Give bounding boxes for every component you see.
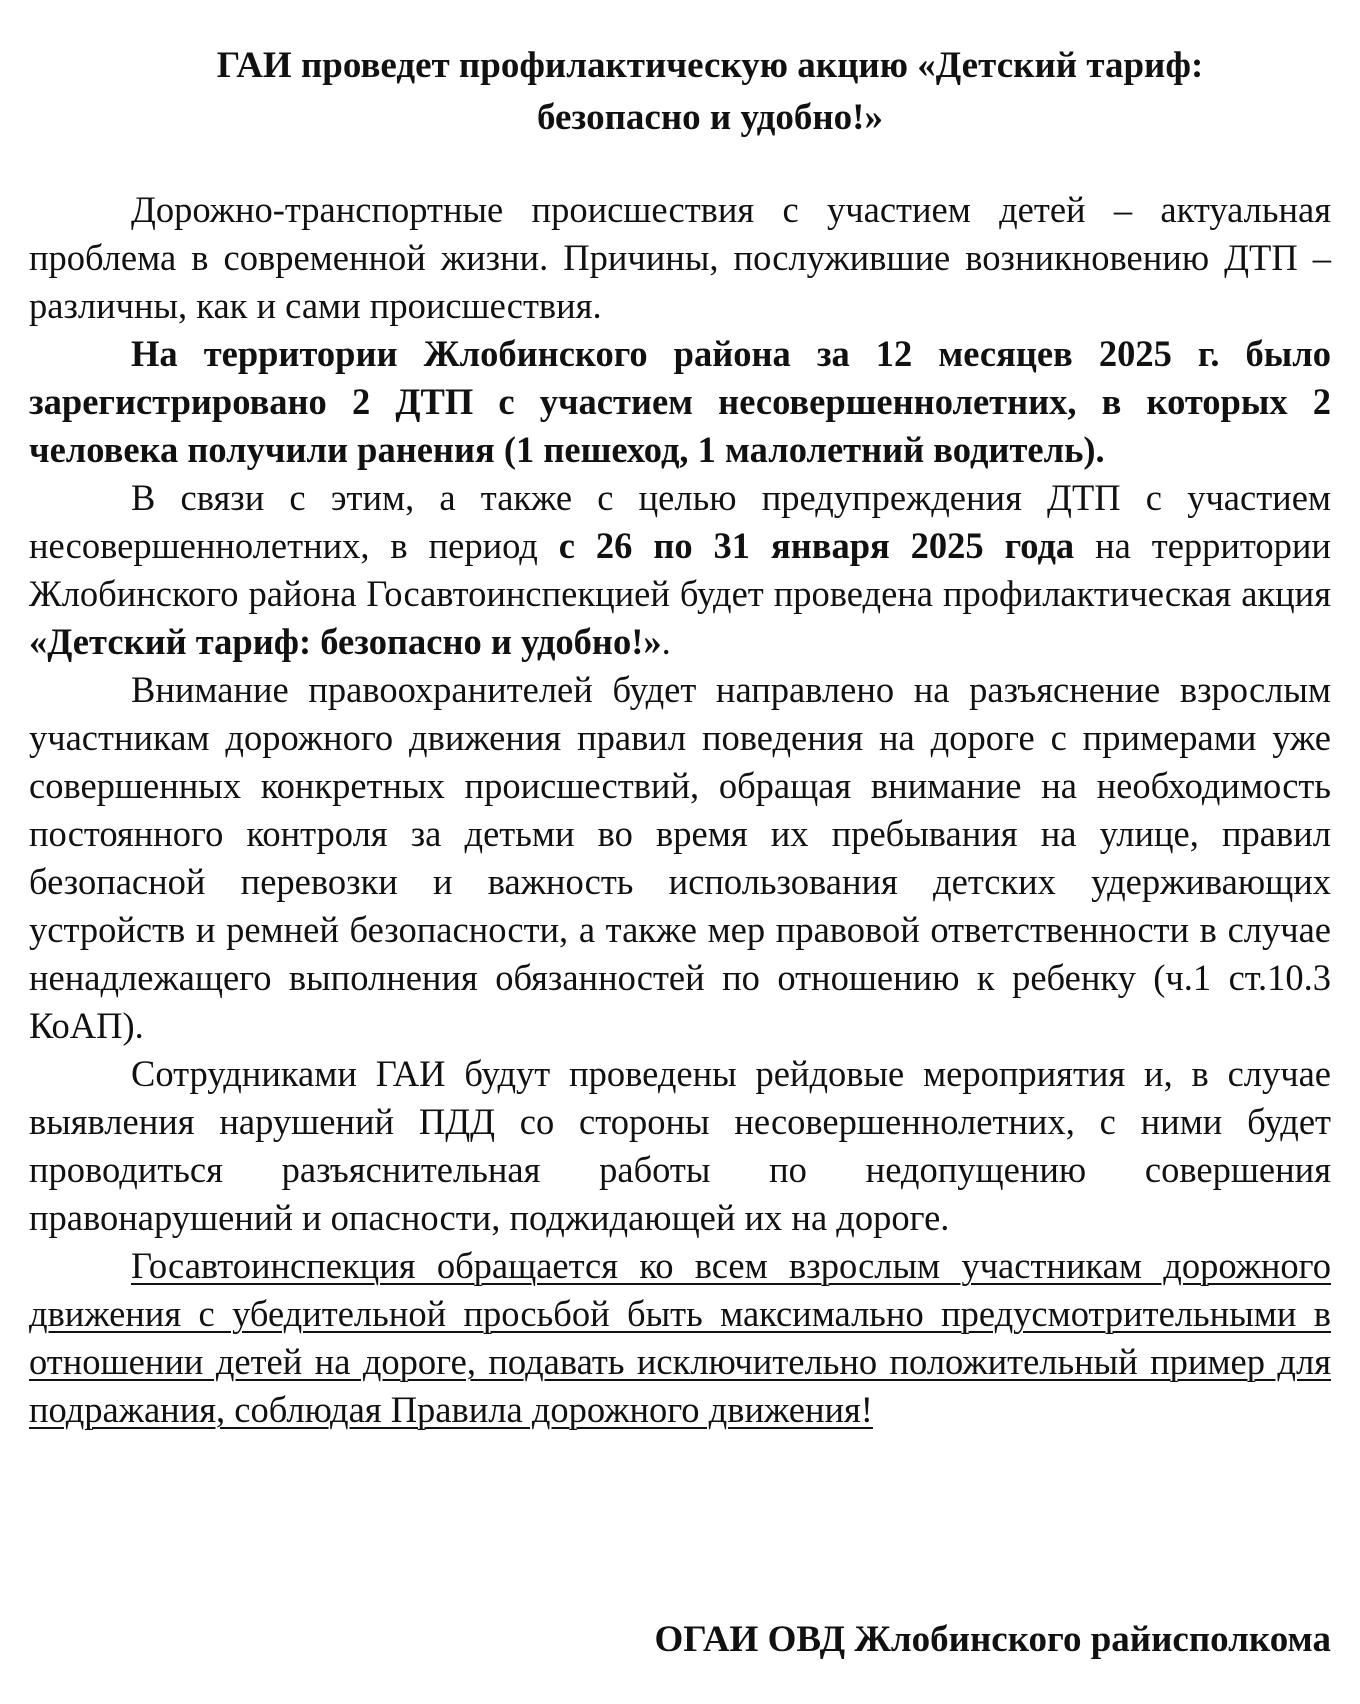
paragraph-intro: Дорожно-транспортные происшествия с участием детей – актуальная проблема в современной жизни. Причины, послужившие возникновению ДТП – различны, как и сами происшествия. (29, 189, 1331, 326)
campaign-text-2: на территории Жлобинского района Госавтоинспекцией будет проведена профилактическая акция (29, 525, 1331, 614)
campaign-name: «Детский тариф: безопасно и удобно!» (29, 621, 662, 662)
paragraph-statistics: На территории Жлобинского района за 12 месяцев 2025 г. было зарегистрировано 2 ДТП с участием несовершеннолетних, в которых 2 человека получили ранения (1 пешеход, 1 малолетний водитель). (29, 333, 1331, 470)
paragraph-campaign (29, 474, 1331, 666)
paragraph-appeal (29, 1242, 1331, 1434)
campaign-text-3: . (661, 621, 671, 662)
document-body (29, 186, 1331, 1434)
paragraph-raids: Сотрудниками ГАИ будут проведены рейдовые мероприятия и, в случае выявления нарушений ПДД со стороны несовершеннолетних, с ними будет проводиться разъяснительная работы по недопущению совершения правонарушений и опасности, поджидающей их на дороге. (29, 1053, 1331, 1238)
title-line-2: безопасно и удобно!» (537, 97, 883, 138)
title-line-1: ГАИ проведет профилактическую акцию «Детский тариф: (216, 45, 1204, 86)
signature: ОГАИ ОВД Жлобинского райисполкома (654, 1619, 1331, 1660)
campaign-dates: с 26 по 31 января 2025 года (558, 525, 1075, 566)
document-page (29, 40, 1331, 1660)
paragraph-attention: Внимание правоохранителей будет направлено на разъяснение взрослым участникам дорожного движения правил поведения на дороге с примерами уже совершенных конкретных происшествий, обращая внимание на необходимость постоянного контроля за детьми во время их пребывания на улице, правил безопасной перевозки и важность использования детских удерживающих устройств и ремней безопасности, а также мер правовой ответственности в случае ненадлежащего выполнения обязанностей по отношению к ребенку (ч.1 ст.10.3 КоАП). (29, 669, 1331, 1046)
appeal-text: Госавтоинспекция обращается ко всем взрослым участникам дорожного движения с убедительной просьбой быть максимально предусмотрительными в отношении детей на дороге, подавать исключительно положительный пример для подражания, соблюдая Правила дорожного движения! (29, 1245, 1331, 1430)
document-title (29, 40, 1331, 144)
campaign-text-1: В связи с этим, а также с целью предупреждения ДТП с участием несовершеннолетних, в период (29, 477, 1331, 566)
